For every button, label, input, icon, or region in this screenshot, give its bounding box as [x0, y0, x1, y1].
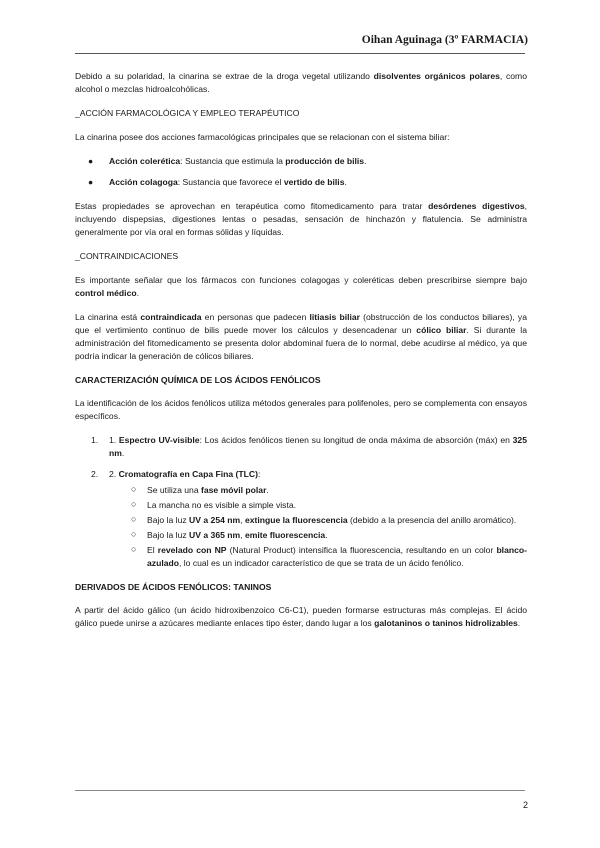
bullet-icon: ●: [88, 177, 94, 187]
list-item-colagoga: ● Acción colagoga: Sustancia que favorece el vertido de bilis.: [88, 177, 347, 187]
list-item-colere: ● Acción colerética: Sustancia que estimula la producción de bilis.: [88, 156, 367, 166]
footer-rule: [75, 790, 525, 791]
section-title-accion: _ACCIÓN FARMACOLÓGICA Y EMPLEO TERAPÉUTICO: [75, 108, 300, 118]
list-item-tlc: 2. 2. Cromatografía en Capa Fina (TLC): ○ Se utiliza una fase móvil polar. ○ La mancha no es visible a simple vista. ○ Bajo la luz UV a 254 nm, extingue la fluorescencia (debido a la presencia del anillo aromático). ○ Bajo la luz UV a 365 nm, emite fluorescencia. ○ El revelado con NP (Natural Product) intensifica la fluorescencia, resultando en un color blanco-azulado, lo cual es un indicador característico de que se trata de un ácido fenólico.: [91, 469, 527, 568]
sub-item-uv254: ○ Bajo la luz UV a 254 nm, extingue la fluorescencia (debido a la presencia del anillo aromático).: [131, 514, 517, 525]
sub-item-fase: ○ Se utiliza una fase móvil polar.: [131, 484, 269, 495]
paragraph-accion-intro: La cinarina posee dos acciones farmacológicas principales que se relacionan con el sistema biliar:: [75, 132, 450, 142]
circle-bullet-icon: ○: [131, 499, 137, 509]
paragraph-contra-1: Es importante señalar que los fármacos con funciones colagogas y coleréticas deben prescribirse siempre bajo control médico.: [75, 275, 527, 298]
page-number: 2: [522, 800, 528, 810]
header-rule: [75, 53, 525, 54]
circle-bullet-icon: ○: [131, 514, 137, 524]
sub-item-uv365: ○ Bajo la luz UV a 365 nm, emite fluorescencia.: [131, 529, 328, 540]
circle-bullet-icon: ○: [131, 484, 137, 494]
list-item-uv: 1. 1. Espectro UV-visible: Los ácidos fenólicos tienen su longitud de onda máxima de absorción (máx) en 325 nm.: [91, 435, 527, 458]
circle-bullet-icon: ○: [131, 544, 137, 554]
paragraph-propiedades: Estas propiedades se aprovechan en terapéutica como fitomedicamento para tratar desórdenes digestivos, incluyendo dispepsias, digestiones lentas o pesadas, sensación de hinchazón y flatulencia. Se administra generalmente por vía oral en formas sólidas y líquidas.: [75, 201, 527, 237]
sub-item-mancha: ○ La mancha no es visible a simple vista.: [131, 499, 297, 510]
sub-list-tlc: [109, 484, 527, 570]
paragraph-contra-2: La cinarina está contraindicada en personas que padecen litiasis biliar (obstrucción de los conductos biliares), ya que el vertimiento continuo de bilis puede mover los cálculos y desencadenar un cólico biliar. Si durante la administración del fitomedicamento se presenta dolor abdominal fuera de lo normal, debe acudirse al médico, ya que podría indicar la generación de cólicos biliares.: [75, 312, 528, 361]
heading-caracterizacion: CARACTERIZACIÓN QUÍMICA DE LOS ÁCIDOS FENÓLICOS: [75, 375, 321, 385]
paragraph-taninos: A partir del ácido gálico (un ácido hidroxibenzoico C6-C1), pueden formarse estructuras más complejas. El ácido gálico puede unirse a azúcares mediante enlaces tipo éster, dando lugar a los galotaninos o taninos hidrolizables.: [75, 605, 527, 628]
sub-item-revelado: ○ El revelado con NP (Natural Product) intensifica la fluorescencia, resultando en un color blanco-azulado, lo cual es un indicador característico de que se trata de un ácido fenólico.: [131, 544, 527, 568]
bullet-icon: ●: [88, 156, 94, 166]
heading-derivados: DERIVADOS DE ÁCIDOS FENÓLICOS: TANINOS: [75, 582, 272, 592]
header-author: Oihan Aguinaga (3º FARMACIA): [361, 34, 528, 46]
circle-bullet-icon: ○: [131, 529, 137, 539]
section-title-contraindicaciones: _CONTRAINDICACIONES: [75, 251, 179, 261]
paragraph-identificacion: La identificación de los ácidos fenólicos utiliza métodos generales para polifenoles, pero se complementa con ensayos específicos.: [75, 398, 527, 421]
page-content: [75, 70, 527, 641]
bullet-list-acciones: [75, 155, 527, 189]
numbered-list-metodos: [75, 434, 527, 570]
paragraph-intro: Debido a su polaridad, la cinarina se extrae de la droga vegetal utilizando disolventes orgánicos polares, como alcohol o mezclas hidroalcohólicas.: [75, 71, 527, 94]
